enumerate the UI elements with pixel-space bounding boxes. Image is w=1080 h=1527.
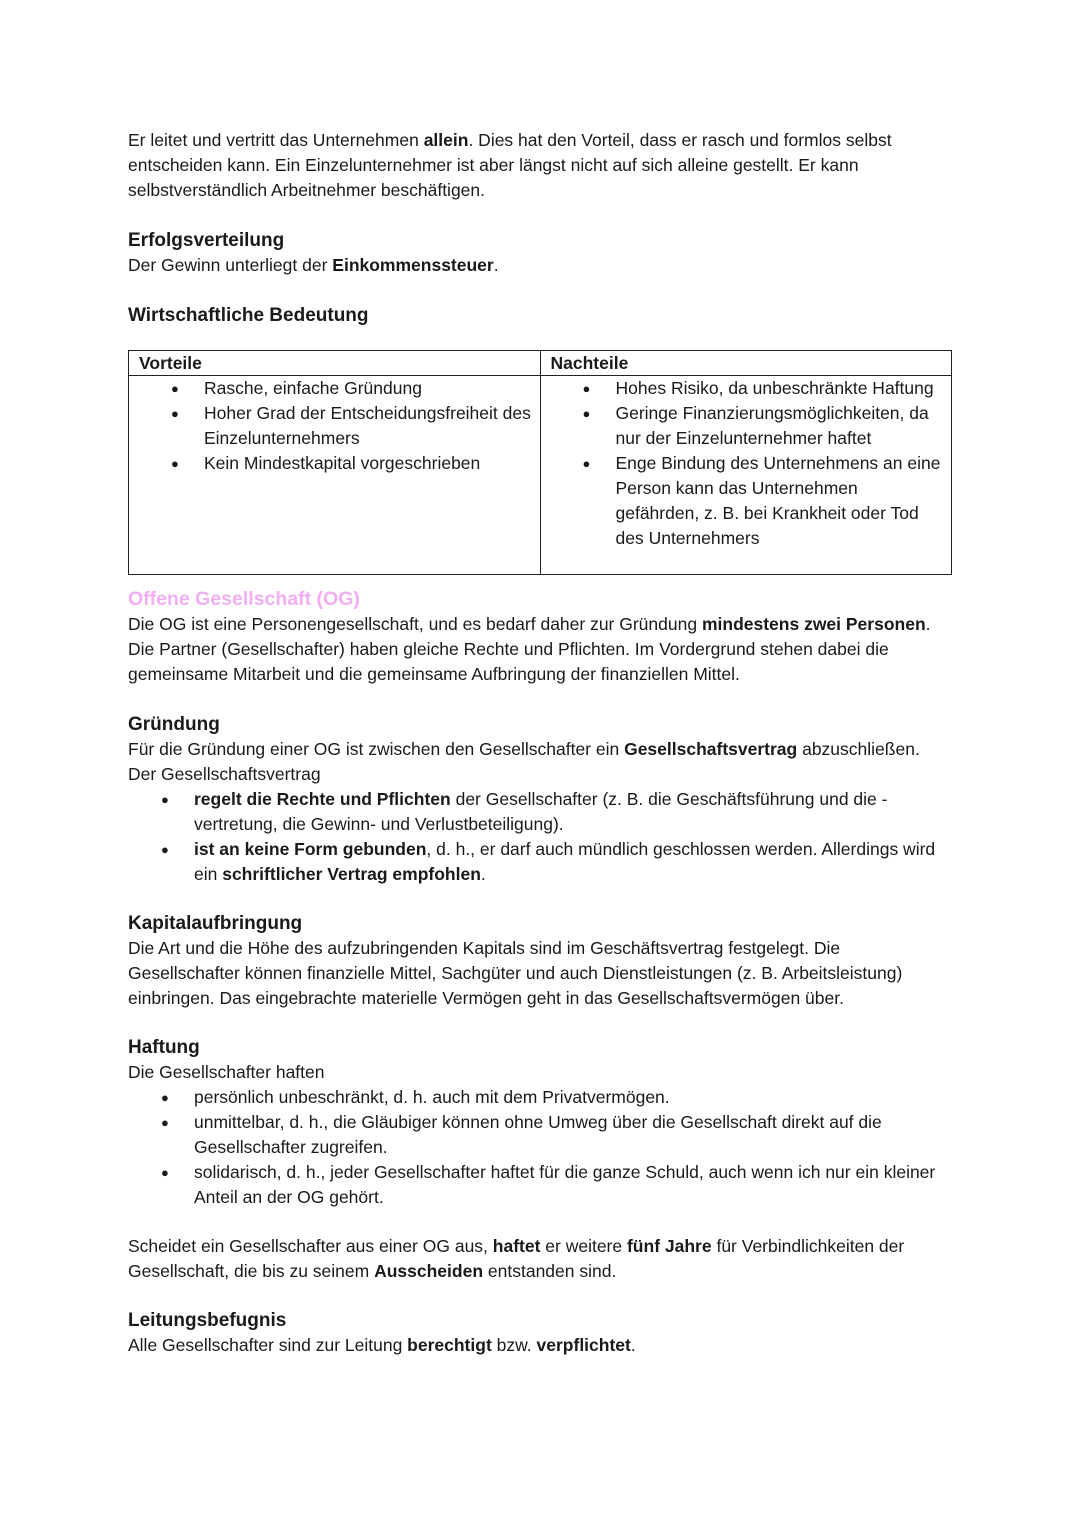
vorteile-list: [129, 376, 540, 476]
section-heading-gruendung: Gründung: [128, 714, 220, 735]
list-item: ● ist an keine Form gebunden, d. h., er darf auch mündlich geschlossen werden. Allerdings wird ein schriftlicher Vertrag empfohlen.: [128, 837, 948, 887]
haftung-paragraph: Scheidet ein Gesellschafter aus einer OG aus, haftet er weitere fünf Jahre für Verbindlichkeiten der Gesellschaft, die bis zu seinem Ausscheiden entstanden sind.: [128, 1236, 905, 1281]
gruendung-list: [128, 787, 948, 887]
section-heading-erfolgsverteilung: Erfolgsverteilung: [128, 230, 285, 251]
leitung-paragraph: Alle Gesellschafter sind zur Leitung berechtigt bzw. verpflichtet.: [128, 1335, 636, 1355]
list-item: ● persönlich unbeschränkt, d. h. auch mit dem Privatvermögen.: [128, 1085, 948, 1110]
og-heading: Offene Gesellschaft (OG): [128, 588, 360, 610]
nachteile-list: [541, 376, 952, 551]
section-heading-haftung: Haftung: [128, 1037, 200, 1058]
pros-cons-table: [128, 350, 952, 575]
section-heading-bedeutung: Wirtschaftliche Bedeutung: [128, 305, 369, 326]
table-header-nachteile: Nachteile: [540, 351, 952, 376]
list-item: ● solidarisch, d. h., jeder Gesellschafter haftet für die ganze Schuld, auch wenn ich nur ein kleiner Anteil an der OG gehört.: [128, 1160, 948, 1210]
gruendung-paragraph-2: Der Gesellschaftsvertrag: [128, 764, 321, 784]
list-item: ● regelt die Rechte und Pflichten der Gesellschafter (z. B. die Geschäftsführung und die -vertretung, die Gewinn- und Verlustbeteiligung).: [128, 787, 948, 837]
haftung-intro: Die Gesellschafter haften: [128, 1062, 325, 1082]
kapital-paragraph: Die Art und die Höhe des aufzubringenden Kapitals sind im Geschäftsvertrag festgelegt. Die Gesellschafter können finanzielle Mittel, Sachgüter und auch Dienstleistungen (z. B. Arbeitsleistung) einbringen. Das eingebrachte materielle Vermögen geht in das Gesellschaftsvermögen über.: [128, 938, 903, 1008]
list-item: ● Rasche, einfache Gründung: [129, 376, 540, 401]
list-item: ● Hoher Grad der Entscheidungsfreiheit des Einzelunternehmers: [129, 401, 540, 451]
haftung-list: [128, 1085, 948, 1210]
gruendung-paragraph: Für die Gründung einer OG ist zwischen den Gesellschafter ein Gesellschaftsvertrag abzuschließen.: [128, 739, 920, 759]
table-header-vorteile: Vorteile: [129, 351, 541, 376]
list-item: ● Geringe Finanzierungsmöglichkeiten, da nur der Einzelunternehmer haftet: [541, 401, 952, 451]
list-item: ● Kein Mindestkapital vorgeschrieben: [129, 451, 540, 476]
erfolg-paragraph: Der Gewinn unterliegt der Einkommenssteuer.: [128, 255, 499, 275]
nachteile-cell: [540, 376, 952, 575]
list-item: ● unmittelbar, d. h., die Gläubiger können ohne Umweg über die Gesellschaft direkt auf die Gesellschafter zugreifen.: [128, 1110, 948, 1160]
og-paragraph: Die OG ist eine Personengesellschaft, und es bedarf daher zur Gründung mindestens zwei Personen. Die Partner (Gesellschafter) haben gleiche Rechte und Pflichten. Im Vordergrund stehen dabei die gemeinsame Mitarbeit und die gemeinsame Aufbringung der finanziellen Mittel.: [128, 614, 931, 684]
intro-paragraph: Er leitet und vertritt das Unternehmen allein. Dies hat den Vorteil, dass er rasch und formlos selbst entscheiden kann. Ein Einzelunternehmer ist aber längst nicht auf sich alleine gestellt. Er kann selbstverständlich Arbeitnehmer beschäftigen.: [128, 130, 892, 200]
list-item: ● Hohes Risiko, da unbeschränkte Haftung: [541, 376, 952, 401]
list-item: ● Enge Bindung des Unternehmens an eine Person kann das Unternehmen gefährden, z. B. bei Krankheit oder Tod des Unternehmers: [541, 451, 952, 551]
section-heading-leitungsbefugnis: Leitungsbefugnis: [128, 1310, 287, 1331]
vorteile-cell: [129, 376, 541, 575]
document-page: [128, 128, 948, 1358]
section-heading-kapitalaufbringung: Kapitalaufbringung: [128, 913, 303, 934]
